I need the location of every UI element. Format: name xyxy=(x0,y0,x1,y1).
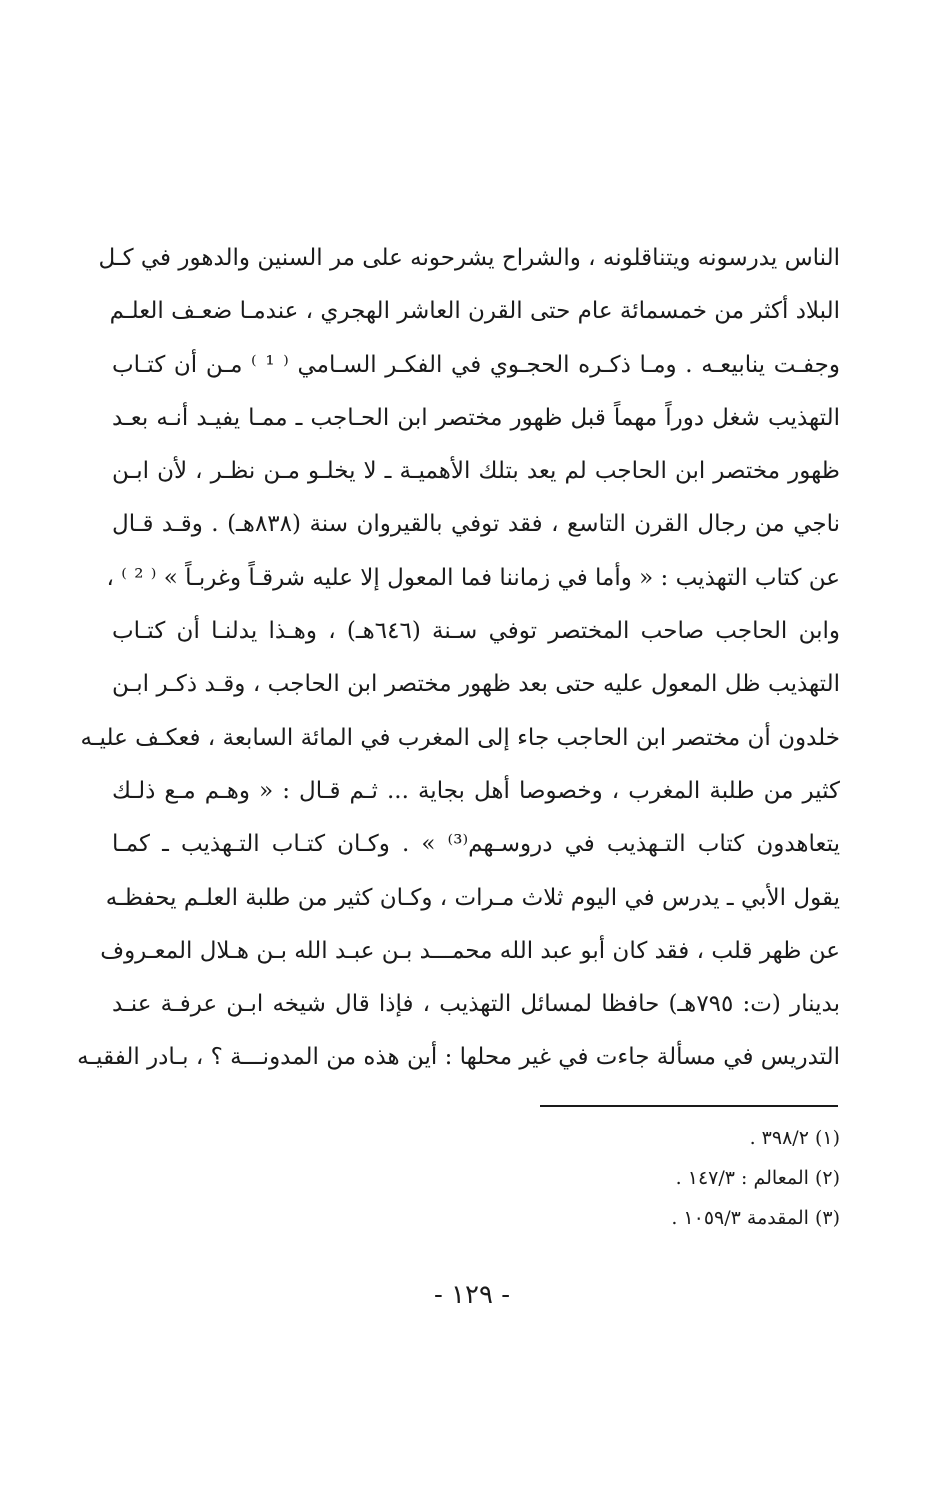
text-line: يتعاهدون كتاب التـهذيب في دروسـهم⁽³⁾ » . وكـان كتـاب التـهذيب ـ كمـا xyxy=(112,831,840,858)
text-line: ظهور مختصر ابن الحاجب لم يعد بتلك الأهميـة ـ لا يخلـو مـن نظـر ، لأن ابـن xyxy=(112,458,840,485)
text-line: بدينار (ت: ٧٩٥هـ) حافظا لمسائل التهذيب ، فإذا قال شيخه ابـن عرفـة عنـد xyxy=(112,991,840,1018)
text-line: يقول الأبي ـ يدرس في اليوم ثلاث مـرات ، وكـان كثير من طلبة العلـم يحفظـه xyxy=(105,884,840,911)
text-line: عن ظهر قلب ، فقد كان أبو عبد الله محمـــد بـن عبـد الله بـن هـلال المعـروف xyxy=(100,937,840,964)
main-text-block xyxy=(77,232,840,1085)
page-number: - ١٢٩ - xyxy=(433,1280,511,1310)
text-line: البلاد أكثر من خمسمائة عام حتى القرن العاشر الهجري ، عندمـا ضعـف العلـم xyxy=(109,298,840,325)
footnote-2: (٢) المعالم : ١٤٧/٣ . xyxy=(675,1167,840,1189)
text-line: وابن الحاجب صاحب المختصر توفي سـنة (٦٤٦هـ) ، وهـذا يدلنـا أن كتـاب xyxy=(112,618,840,645)
text-line: كثير من طلبة المغرب ، وخصوصا أهل بجاية ... ثـم قـال : « وهـم مـع ذلـك xyxy=(112,777,840,804)
text-line: الناس يدرسونه ويتناقلونه ، والشراح يشرحونه على مر السنين والدهور في كـل xyxy=(98,245,840,271)
text-line: عن كتاب التهذيب : « وأما في زماننا فما المعول إلا عليه شرقـاً وغربـاً » ⁽ ² ⁾ ، xyxy=(106,564,840,591)
footnote-3: (٣) المقدمة ١٠٥٩/٣ . xyxy=(671,1207,840,1229)
text-line: التهذيب شغل دوراً مهماً قبل ظهور مختصر ابن الحـاجب ـ ممـا يفيـد أنـه بعـد xyxy=(112,404,840,431)
text-line: وجفـت ينابيعـه . ومـا ذكـره الحجـوي في الفكـر السـامي ⁽ ¹ ⁾ مـن أن كتـاب xyxy=(112,351,840,378)
text-line: التهذيب ظل المعول عليه حتى بعد ظهور مختصر ابن الحاجب ، وقـد ذكـر ابـن xyxy=(112,671,840,698)
text-line: ناجي من رجال القرن التاسع ، فقد توفي بالقيروان سنة (٨٣٨هـ) . وقـد قـال xyxy=(112,511,840,538)
footnotes-block xyxy=(440,1118,840,1238)
footnote-separator xyxy=(540,1105,838,1107)
text-line: خلدون أن مختصر ابن الحاجب جاء إلى المغرب في المائة السابعة ، فعكـف عليـه xyxy=(80,724,840,751)
footnote-1: (١) ٣٩٨/٢ . xyxy=(749,1127,840,1149)
text-line: التدريس في مسألة جاءت في غير محلها : أين هذه من المدونـــة ؟ ، بـادر الفقيـه xyxy=(77,1044,840,1071)
